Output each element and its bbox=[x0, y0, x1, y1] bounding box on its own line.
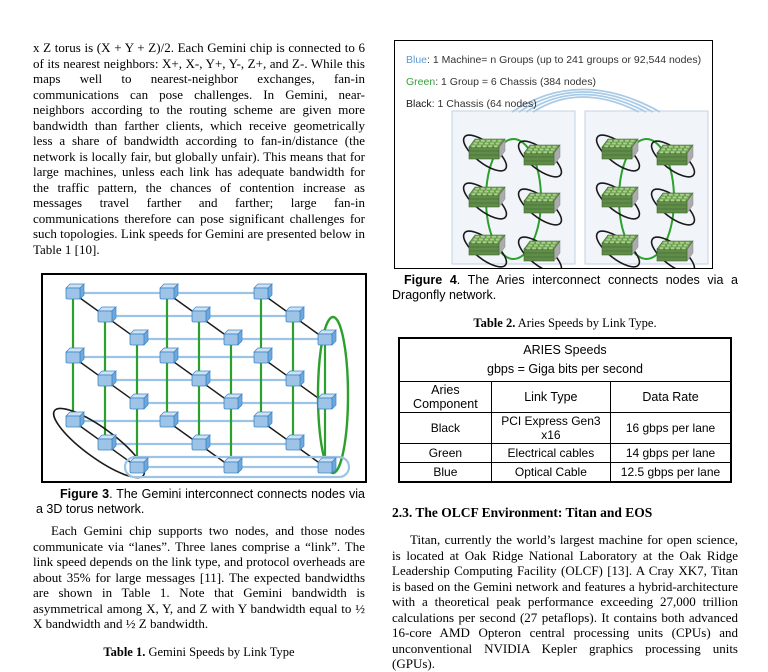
figure3-caption bbox=[36, 487, 365, 517]
left-column bbox=[33, 40, 365, 660]
legend-key-black: Black bbox=[406, 98, 432, 110]
cell-data-rate: 12.5 gbps per lane bbox=[611, 463, 731, 483]
right-column bbox=[392, 40, 738, 672]
table-header-row bbox=[399, 382, 731, 413]
cell-data-rate: 14 gbps per lane bbox=[611, 444, 731, 463]
table2-caption-label: Table 2. bbox=[473, 316, 516, 330]
figure4-legend bbox=[406, 49, 701, 115]
figure3-caption-label: Figure 3 bbox=[60, 487, 110, 501]
legend-item-black bbox=[406, 93, 701, 115]
table1-caption-label: Table 1. bbox=[103, 644, 146, 659]
legend-text-green: : 1 Group = 6 Chassis (384 nodes) bbox=[435, 76, 596, 88]
legend-key-green: Green bbox=[406, 76, 436, 88]
body-paragraph-titan: Titan, currently the world’s largest machine for open science, is located at Oak Ridge National Laboratory at the Oak Ridge Leadership Computing Facility (OLCF) [13]. A Cray XK7, Titan is based on the Gemini network and features a hybrid-architecture with a theoretical peak performance exceeding 27,000 trillion calculations per second (27 petaflops). It contains both advanced 16-core AMD Opteron central processing units (CPUs) and unconventional NVIDIA Kepler graphics processing units (GPUs). bbox=[392, 532, 738, 671]
torus-network-graphic bbox=[43, 275, 365, 481]
figure4-caption-label: Figure 4 bbox=[404, 273, 457, 287]
cell-link-type: Electrical cables bbox=[491, 444, 610, 463]
table1-caption-text: Gemini Speeds by Link Type bbox=[145, 644, 295, 659]
legend-item-blue bbox=[406, 49, 701, 71]
legend-text-blue: : 1 Machine= n Groups (up to 241 groups or 92,544 nodes) bbox=[427, 54, 702, 66]
table-subtitle: gbps = Giga bits per second bbox=[487, 362, 643, 376]
table-row bbox=[399, 444, 731, 463]
cell-link-type: Optical Cable bbox=[491, 463, 610, 483]
legend-text-black: : 1 Chassis (64 nodes) bbox=[431, 98, 537, 110]
table-row bbox=[399, 463, 731, 483]
cell-component: Blue bbox=[399, 463, 491, 483]
table-title: ARIES Speeds bbox=[523, 343, 607, 357]
table2-caption-text: Aries Speeds by Link Type. bbox=[515, 316, 657, 330]
col-header-link-type: Link Type bbox=[491, 382, 610, 413]
figure4-dragonfly-diagram bbox=[394, 40, 713, 269]
table1-caption bbox=[33, 645, 365, 660]
aries-speeds-table bbox=[398, 337, 732, 483]
body-paragraph-gemini-lanes: Each Gemini chip supports two nodes, and those nodes communicate via “lanes”. Three lanes comprise a “link”. The link speed depends on the link type, and protocol overheads are about 35% for large messages [11]. The expected bandwidths are shown in Table 1. Note that Gemini bandwidth is asymmetrical among X, Y, and Z with Y bandwidth equal to ½ X bandwidth and ½ Z bandwidth. bbox=[33, 523, 365, 631]
body-paragraph-gemini-torus: x Z torus is (X + Y + Z)/2. Each Gemini chip is connected to 6 of its nearest neighbors: X+, X-, Y+, Y-, Z+, and Z-. While this maps well to nearest-neighbor exchanges, fan-in communications can pose challenges. In Gemini, near-neighbors according to the routing scheme are given more bandwidth than farther clients, which receive geometrically less a share of bandwidth according to fan-in/distance (the network is locally fair, but globally unfair). This means that for large machines, unless each link has adequate bandwidth for the traffic pattern, the chances of contention increase as messages travel farther and farther; large fan-in communications therefore can pose significant challenges for such topologies. Link speeds for Gemini are presented below in Table 1 [10]. bbox=[33, 40, 365, 257]
legend-key-blue: Blue bbox=[406, 54, 428, 66]
legend-item-green bbox=[406, 71, 701, 93]
col-header-data-rate: Data Rate bbox=[611, 382, 731, 413]
table2-caption bbox=[392, 316, 738, 331]
col-header-aries-component: Aries Component bbox=[399, 382, 491, 413]
section-heading: 2.3. The OLCF Environment: Titan and EOS bbox=[392, 505, 653, 520]
figure4-caption-text: . The Aries interconnect connects nodes via a Dragonfly network. bbox=[392, 273, 738, 302]
cell-link-type: PCI Express Gen3 x16 bbox=[491, 413, 610, 444]
cell-component: Green bbox=[399, 444, 491, 463]
cell-data-rate: 16 gbps per lane bbox=[611, 413, 731, 444]
figure3-caption-text: . The Gemini interconnect connects nodes via a 3D torus network. bbox=[36, 487, 366, 516]
table-title-row bbox=[399, 338, 731, 382]
cell-component: Black bbox=[399, 413, 491, 444]
figure3-torus-diagram bbox=[41, 273, 367, 483]
figure4-caption bbox=[392, 273, 738, 303]
table-row bbox=[399, 413, 731, 444]
